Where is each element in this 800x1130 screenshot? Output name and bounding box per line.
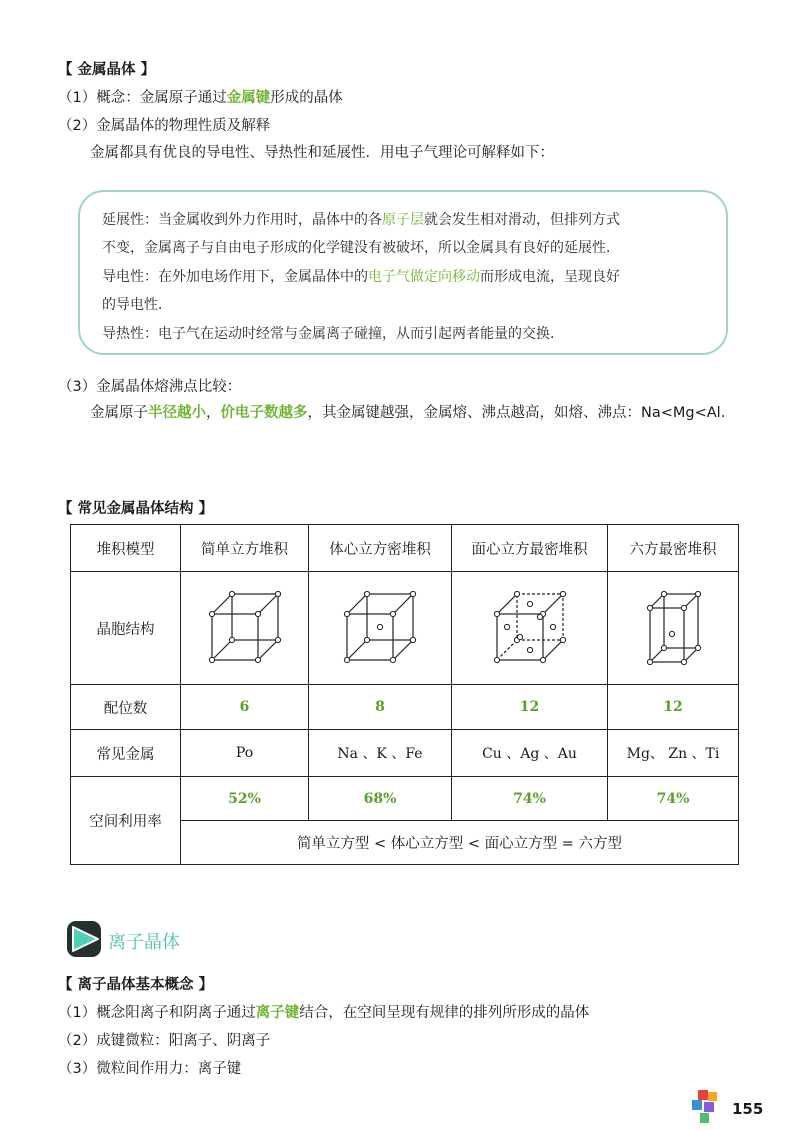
hexagonal-close-packed-diagram [628,586,718,666]
note-ductility-line2: 不变，金属离子与自由电子形成的化学键没有被破坏，所以金属具有良好的延展性． [102,240,620,256]
crystal-structure-table [70,524,739,865]
body-centered-cubic-diagram [335,586,425,666]
table-header-cell: 简单立方堆积 [181,525,309,572]
fcc-cell [452,572,608,685]
note-conductivity-line1 [102,267,620,287]
coordination-value: 12 [452,685,608,730]
note-conductivity-line2: 的导电性． [102,297,172,313]
mp-prefix: 金属原子 [90,405,148,421]
row-label: 空间利用率 [71,777,181,865]
utilization-value: 74% [452,777,608,821]
coordination-value: 8 [309,685,452,730]
note-l3-prefix: 导电性：在外加电场作用下，金属晶体中的 [102,269,368,285]
utilization-value: 68% [309,777,452,821]
mp-sep: ， [206,405,221,421]
mp-valence-term: 价电子数越多 [220,405,308,421]
note-atom-layer-term: 原子层 [382,212,424,228]
metal-examples: Cu 、Ag 、Au [452,730,608,777]
face-centered-cubic-diagram [485,586,575,666]
ionic-bond-term: 离子键 [255,1005,300,1021]
table-header-cell: 六方最密堆积 [608,525,739,572]
note-thermal-line: 导热性：电子气在运动时经常与金属离子碰撞，从而引起两者能量的交换． [102,326,564,342]
mp-suffix: ，其金属键越强，金属熔、沸点越高，如熔、沸点：Na<Mg<Al． [307,405,736,421]
ionic-heading: 【 离子晶体基本概念 】 [58,977,214,993]
table-header-cell: 堆积模型 [71,525,181,572]
metal-examples: Na 、K 、Fe [309,730,452,777]
ionic-concept-line [58,1003,589,1023]
metal-examples: Po [181,730,309,777]
table-header-row [71,525,739,572]
coordination-value: 12 [608,685,739,730]
ionic-concept-prefix: （1）概念阳离子和阴离子通过 [58,1005,256,1021]
utilization-value: 74% [608,777,739,821]
play-section-icon [64,918,106,960]
row-label: 常见金属 [71,730,181,777]
table-row-unit-cell [71,572,739,685]
hcp-cell [608,572,739,685]
note-l3-suffix: 而形成电流，呈现良好 [480,269,620,285]
metal-examples: Mg、 Zn 、Ti [608,730,739,777]
melting-point-line: （3）金属晶体熔沸点比较： [58,379,242,395]
row-label: 配位数 [71,685,181,730]
ionic-section-title: 离子晶体 [108,932,180,953]
table-row-coordination [71,685,739,730]
ionic-particles-line: （2）成键微粒：阳离子、阴离子 [58,1033,271,1049]
melting-point-description [90,403,735,423]
note-ductility-line1 [102,210,620,230]
utilization-value: 52% [181,777,309,821]
table-row-utilization [71,777,739,821]
concept-line [58,88,343,108]
coordination-value: 6 [181,685,309,730]
publisher-logo-icon [690,1088,724,1126]
ionic-force-line: （3）微粒间作用力：离子键 [58,1061,242,1077]
structures-heading: 【 常见金属晶体结构 】 [58,501,214,517]
utilization-comparison: 简单立方型 < 体心立方型 < 面心立方型 = 六方型 [181,821,739,865]
note-l1-prefix: 延展性：当金属收到外力作用时，晶体中的各 [102,212,382,228]
metal-crystal-heading: 【 金属晶体 】 [58,62,156,78]
concept-suffix: 形成的晶体 [270,90,343,106]
simple-cubic-cell [181,572,309,685]
table-header-cell: 面心立方最密堆积 [452,525,608,572]
note-electron-gas-term: 电子气做定向移动 [368,269,480,285]
mp-radius-term: 半径越小 [148,405,206,421]
properties-description: 金属都具有优良的导电性、导热性和延展性．用电子气理论可解释如下： [90,145,554,161]
concept-prefix: （1）概念：金属原子通过 [58,90,227,106]
table-row-metals [71,730,739,777]
page-number: 155 [732,1100,764,1118]
row-label: 晶胞结构 [71,572,181,685]
bcc-cell [309,572,452,685]
simple-cubic-diagram [200,586,290,666]
metal-bond-term: 金属键 [226,90,271,106]
physical-properties-line: （2）金属晶体的物理性质及解释 [58,118,271,134]
table-header-cell: 体心立方密堆积 [309,525,452,572]
note-l1-suffix: 就会发生相对滑动，但排列方式 [424,212,620,228]
ionic-concept-suffix: 结合，在空间呈现有规律的排列所形成的晶体 [299,1005,590,1021]
